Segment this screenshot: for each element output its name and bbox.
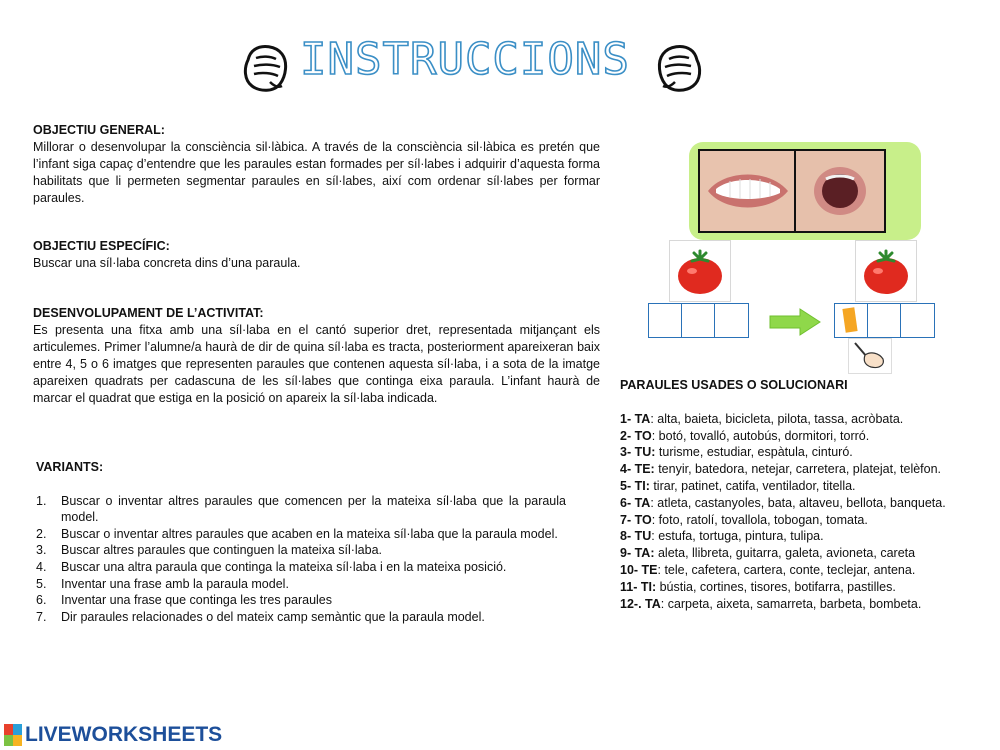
- general-objective-text: Millorar o desenvolupar la consciència sil·làbica. A través de la consciència sil·làbica es pretén que l’infant siga capaç d’entendre que les paraules estan formades per síl·labes i adquirir d’aquesta forma habilitats que li permeten segmentar paraules en síl·labes, així com ordenar síl·labes per formar paraules.: [33, 140, 600, 205]
- list-item-number: 6.: [36, 593, 47, 608]
- list-item: [36, 609, 566, 626]
- tomato-icon: [670, 241, 730, 301]
- solution-words: : atleta, castanyoles, bata, altaveu, bellota, banqueta.: [650, 495, 946, 510]
- list-item-number: 3.: [36, 543, 47, 558]
- list-item: [36, 592, 566, 609]
- general-objective-heading: OBJECTIU GENERAL:: [33, 123, 165, 137]
- syllable-cell: [901, 304, 934, 337]
- solution-words: aleta, llibreta, guitarra, galeta, avioneta, careta: [654, 546, 916, 561]
- list-item-text: Buscar una altra paraula que continga la mateixa síl·laba i en la mateixa posició.: [61, 559, 507, 574]
- mouth-photo-open: [794, 149, 886, 233]
- solutions-section: [620, 377, 964, 612]
- solution-row: [620, 579, 964, 596]
- variants-heading: VARIANTS:: [36, 460, 104, 474]
- list-item-number: 1.: [36, 493, 47, 508]
- solution-row: [620, 545, 964, 562]
- arrow-right-icon: [768, 307, 822, 342]
- solution-key: 5- TI:: [620, 478, 650, 493]
- list-item: [36, 542, 566, 559]
- variants-list: [36, 493, 566, 626]
- solution-row: [620, 512, 964, 529]
- solution-words: : alta, baieta, bicicleta, pilota, tassa, acròbata.: [650, 411, 904, 426]
- solution-words: : carpeta, aixeta, samarreta, barbeta, bombeta.: [660, 596, 922, 611]
- solution-row: [620, 495, 964, 512]
- solution-row: [620, 596, 964, 613]
- solution-key: 9- TA:: [620, 546, 655, 561]
- solution-row: [620, 428, 964, 445]
- list-item-text: Buscar altres paraules que continguen la mateixa síl·laba.: [61, 543, 383, 558]
- syllable-cell-marked: [835, 304, 868, 337]
- syllable-cell: [715, 304, 748, 337]
- list-item-text: Dir paraules relacionades o del mateix camp semàntic que la paraula model.: [61, 609, 485, 624]
- solution-row: [620, 461, 964, 478]
- activity-development-heading: DESENVOLUPAMENT DE L’ACTIVITAT:: [33, 306, 264, 320]
- list-item: [36, 559, 566, 576]
- variants-section: [36, 459, 566, 625]
- solution-row: [620, 528, 964, 545]
- solution-key: 2- TO: [620, 428, 652, 443]
- tomato-icon: [856, 241, 916, 301]
- list-item-number: 5.: [36, 576, 47, 591]
- solution-words: : tele, cafetera, cartera, conte, teclejar, antena.: [657, 562, 916, 577]
- solution-key: 6- TA: [620, 495, 651, 510]
- solution-row: [620, 411, 964, 428]
- solution-key: 8- TU: [620, 529, 652, 544]
- solution-row: [620, 562, 964, 579]
- list-item-text: Inventar una frase que continga les tres paraules: [61, 593, 333, 608]
- solution-words: : foto, ratolí, tovallola, tobogan, tomata.: [651, 512, 868, 527]
- activity-development-text: Es presenta una fitxa amb una síl·laba en el cantó superior dret, representada mitjançant els articulemes. Primer l’alumne/a haurà de dir de quina síl·laba es tracta, posteriorment apareixeran baix entre 4, 5 o 6 imatges que representen paraules que contenen aquesta síl·laba, i a sota de la imatge apareixen quadrats per cadascuna de les síl·labes que continga eixa paraula. L’infant haurà de marcar el quadrat que estiga en la posició on apareix la síl·laba indicada.: [33, 323, 600, 405]
- page-title: INSTRUCCIONS: [300, 34, 630, 85]
- solution-key: 3- TU:: [620, 445, 656, 460]
- solution-key: 1- TA: [620, 411, 651, 426]
- writing-hand-icon: [848, 338, 892, 374]
- specific-objective: [33, 238, 600, 272]
- solution-words: tirar, patinet, catifa, ventilador, titella.: [649, 478, 856, 493]
- mouth-photo-teeth: [698, 149, 796, 233]
- solution-words: turisme, estudiar, espàtula, cinturó.: [655, 445, 853, 460]
- syllable-grid-empty: [648, 303, 749, 338]
- list-item: [36, 576, 566, 593]
- tomato-image: [669, 240, 731, 302]
- solutions-heading: PARAULES USADES O SOLUCIONARI: [620, 378, 848, 392]
- solution-key: 11- TI:: [620, 579, 657, 594]
- syllable-grid-marked: [834, 303, 935, 338]
- solution-row: [620, 444, 964, 461]
- liveworksheets-logo[interactable]: [4, 722, 222, 748]
- general-objective: [33, 122, 600, 207]
- specific-objective-heading: OBJECTIU ESPECÍFIC:: [33, 239, 170, 253]
- solution-key: 4- TE:: [620, 462, 655, 477]
- logo-text: LIVEWORKSHEETS: [25, 723, 223, 746]
- list-item-number: 7.: [36, 609, 47, 624]
- logo-mark-icon: [4, 724, 22, 746]
- solution-row: [620, 478, 964, 495]
- syllable-cell: [682, 304, 715, 337]
- tomato-image: [855, 240, 917, 302]
- list-item-text: Buscar o inventar altres paraules que comencen per la mateixa síl·laba que la paraula model.: [61, 493, 566, 525]
- list-item: [36, 493, 566, 526]
- activity-development: [33, 305, 600, 407]
- list-item-text: Inventar una frase amb la paraula model.: [61, 576, 289, 591]
- solution-key: 7- TO: [620, 512, 652, 527]
- list-item-text: Buscar o inventar altres paraules que acaben en la mateixa síl·laba que la paraula model.: [61, 526, 558, 541]
- fist-icon: [655, 42, 705, 94]
- solution-key: 10- TE: [620, 562, 658, 577]
- syllable-cell: [868, 304, 901, 337]
- list-item-number: 2.: [36, 526, 47, 541]
- specific-objective-text: Buscar una síl·laba concreta dins d’una paraula.: [33, 256, 301, 270]
- list-item: [36, 526, 566, 543]
- syllable-cell: [649, 304, 682, 337]
- solution-words: bústia, cortines, tisores, botifarra, pastilles.: [656, 579, 896, 594]
- solution-key: 12-. TA: [620, 596, 661, 611]
- list-item-number: 4.: [36, 559, 47, 574]
- solution-words: : botó, tovalló, autobús, dormitori, torró.: [651, 428, 870, 443]
- solution-words: tenyir, batedora, netejar, carretera, platejat, telèfon.: [654, 462, 942, 477]
- solution-words: : estufa, tortuga, pintura, tulipa.: [651, 529, 824, 544]
- fist-icon: [240, 42, 290, 94]
